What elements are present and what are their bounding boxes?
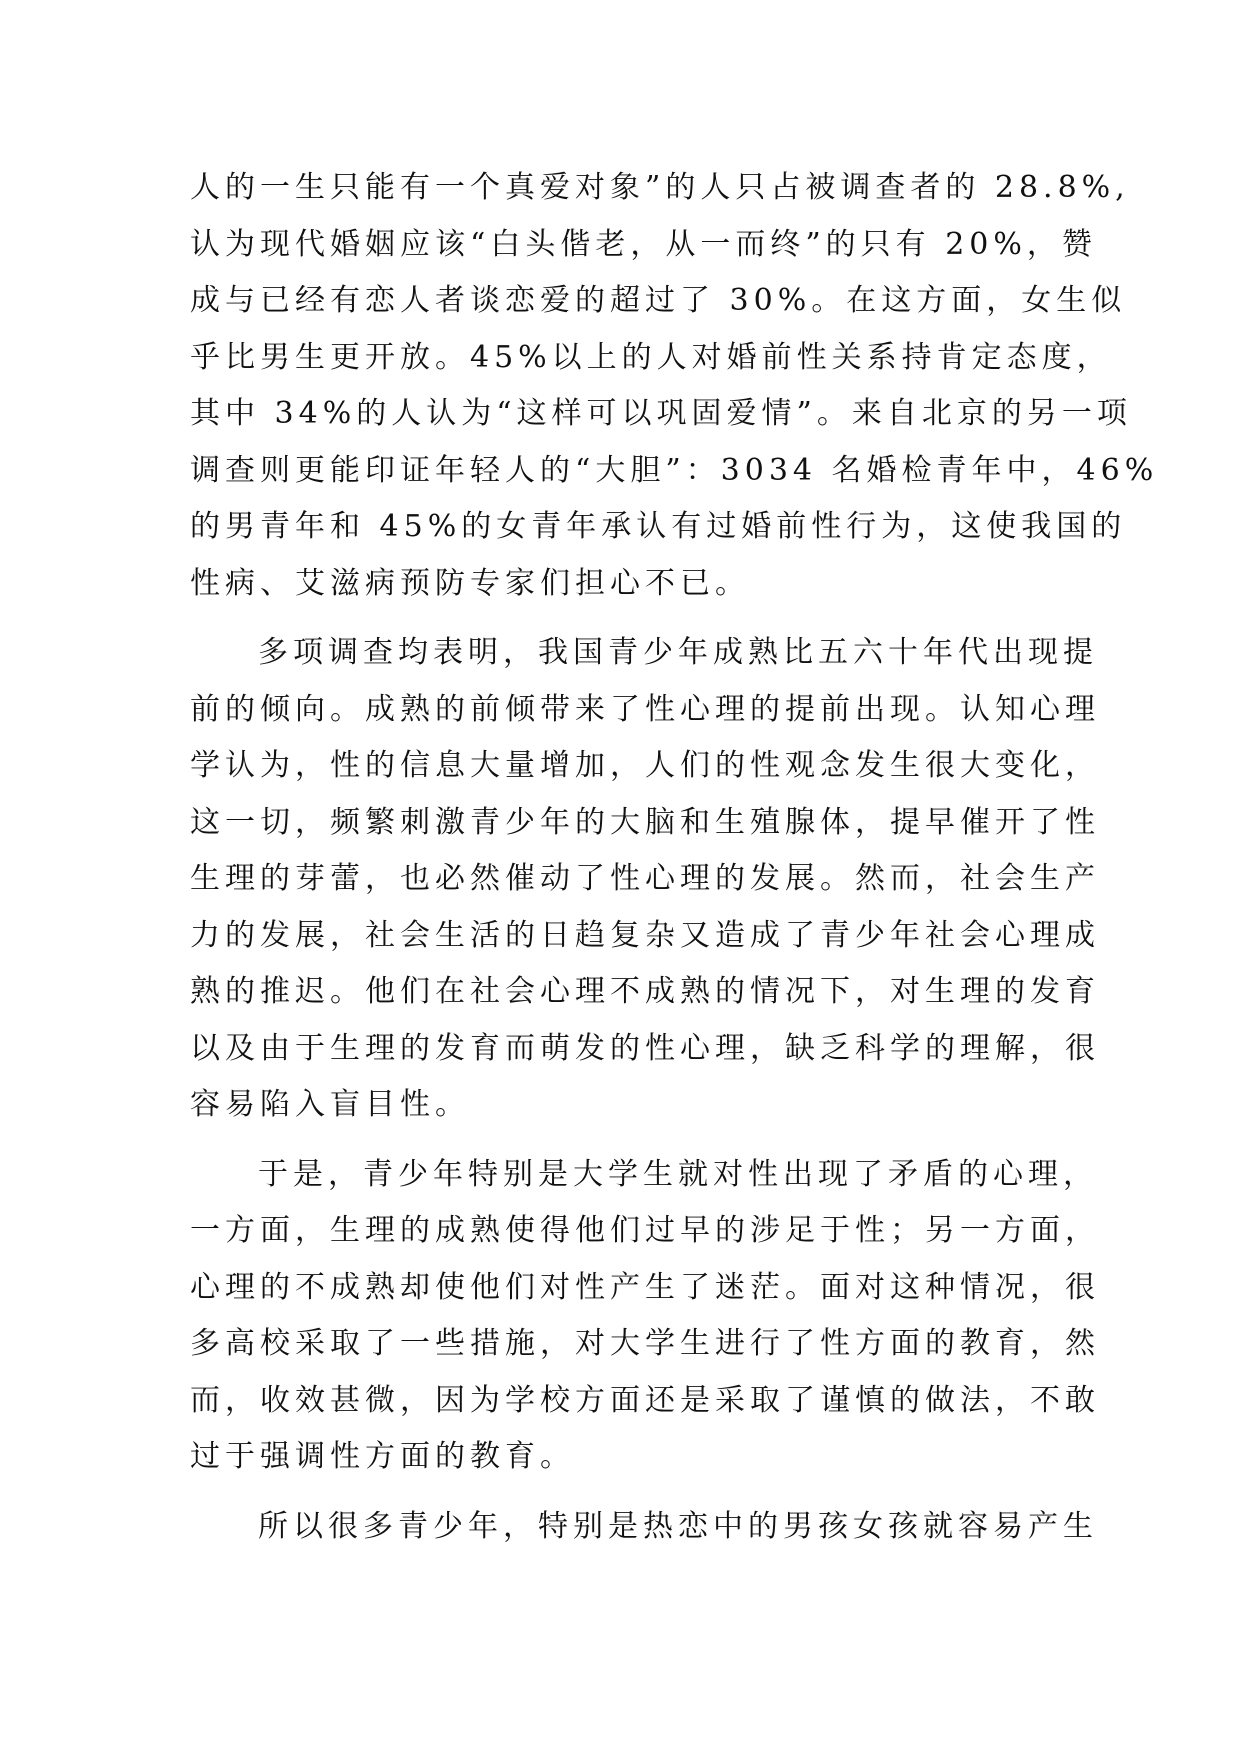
text-line: 心理的不成熟却使他们对性产生了迷茫。面对这种情况，很	[190, 1269, 1100, 1305]
paragraph-spacer	[190, 1134, 1060, 1147]
text-line: 所以很多青少年，特别是热恋中的男孩女孩就容易产生	[258, 1508, 1098, 1544]
text-line: 以及由于生理的发育而萌发的性心理，缺乏科学的理解，很	[190, 1030, 1100, 1066]
text-line: 而，收效甚微，因为学校方面还是采取了谨慎的做法，不敢	[190, 1382, 1100, 1418]
text-line: 前的倾向。成熟的前倾带来了性心理的提前出现。认知心理	[190, 691, 1100, 727]
paragraph-1	[190, 160, 1159, 612]
text-line: 容易陷入盲目性。	[190, 1087, 470, 1122]
text-line: 学认为，性的信息大量增加，人们的性观念发生很大变化，	[190, 748, 1100, 783]
text-line: 认为现代婚姻应该“白头偕老，从一而终”的只有 20%，赞	[190, 226, 1097, 262]
text-line: 生理的芽蕾，也必然催动了性心理的发展。然而，社会生产	[190, 861, 1100, 896]
text-line: 性病、艾滋病预防专家们担心不已。	[190, 565, 750, 601]
paragraph-spacer	[190, 1486, 1060, 1499]
text-line: 熟的推迟。他们在社会心理不成熟的情况下，对生理的发育	[190, 974, 1100, 1009]
text-line: 这一切，频繁刺激青少年的大脑和生殖腺体，提早催开了性	[190, 804, 1100, 840]
paragraph-2	[190, 625, 1100, 1134]
document-body	[190, 160, 1159, 1555]
text-line: 调查则更能印证年轻人的“大胆”：3034 名婚检青年中，46%	[190, 452, 1159, 488]
text-line: 人的一生只能有一个真爱对象”的人只占被调查者的 28.8%,	[190, 170, 1130, 205]
text-line: 成与已经有恋人者谈恋爱的超过了 30%。在这方面，女生似	[190, 283, 1127, 318]
text-line: 的男青年和 45%的女青年承认有过婚前性行为，这使我国的	[190, 509, 1127, 544]
text-line: 于是，青少年特别是大学生就对性出现了矛盾的心理，	[258, 1156, 1098, 1192]
text-line: 一方面，生理的成熟使得他们过早的涉足于性；另一方面，	[190, 1213, 1100, 1248]
paragraph-3	[190, 1147, 1100, 1486]
text-line: 乎比男生更开放。45%以上的人对婚前性关系持肯定态度，	[190, 339, 1112, 375]
text-line: 多项调查均表明，我国青少年成熟比五六十年代出现提	[258, 635, 1098, 670]
text-line: 其中 34%的人认为“这样可以巩固爱情”。来自北京的另一项	[190, 396, 1132, 431]
text-line: 过于强调性方面的教育。	[190, 1439, 575, 1474]
text-line: 力的发展，社会生活的日趋复杂又造成了青少年社会心理成	[190, 917, 1100, 953]
paragraph-spacer	[190, 612, 1060, 625]
paragraph-4	[190, 1499, 1098, 1556]
text-line: 多高校采取了一些措施，对大学生进行了性方面的教育，然	[190, 1326, 1100, 1361]
